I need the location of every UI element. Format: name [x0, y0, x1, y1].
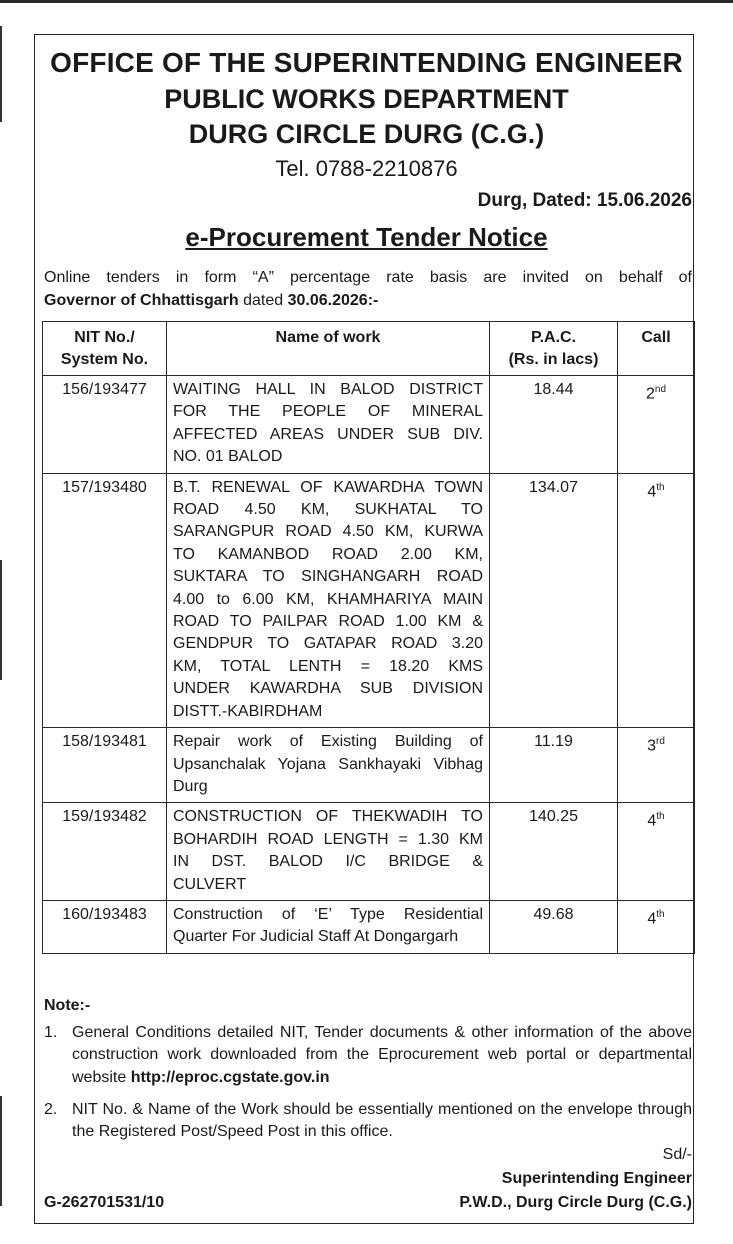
- work-name-line: UNDER KAWARDHA SUB DIVISION: [173, 680, 483, 698]
- work-name-line: ROAD 4.50 KM, SUKHATAL TO: [173, 501, 483, 519]
- work-name: [167, 803, 490, 901]
- work-name-line: KM, TOTAL LENTH = 18.20 KMS: [173, 657, 483, 675]
- office-title: OFFICE OF THE SUPERINTENDING ENGINEER: [50, 47, 683, 78]
- header-work: Name of work: [167, 322, 490, 376]
- call-suffix: th: [656, 481, 665, 493]
- call-suffix: th: [656, 908, 665, 920]
- call-value: [618, 473, 695, 727]
- call-suffix: rd: [656, 736, 665, 748]
- table-row: [43, 900, 695, 953]
- signature-designation: Superintending Engineer: [501, 1170, 692, 1187]
- reference-code: G-262701531/10: [44, 1194, 165, 1211]
- work-name-line: AFFECTED AREAS UNDER SUB DIV.: [173, 425, 483, 443]
- work-name-line: GENDPUR TO GATAPAR ROAD 3.20: [173, 635, 483, 653]
- call-value: [618, 803, 695, 901]
- work-name: [167, 473, 490, 727]
- work-name-line: BOHARDIH ROAD LENGTH = 1.30 KM: [173, 830, 483, 848]
- work-name-line: Upsanchalak Yojana Sankhayaki Vibhag: [173, 755, 483, 773]
- header-pac: P.A.C. (Rs. in lacs): [490, 322, 618, 376]
- note-number: 1.: [44, 1024, 58, 1041]
- call-number: 2: [645, 385, 655, 403]
- call-number: 4: [647, 812, 657, 830]
- call-number: 3: [647, 737, 656, 755]
- note-item: [44, 1099, 692, 1144]
- call-value: [618, 900, 695, 953]
- issue-date: Durg, Dated: 15.06.2026: [477, 190, 692, 211]
- nit-number: 159/193482: [43, 803, 167, 901]
- table-row: [43, 473, 695, 727]
- work-name-line: TO KAMANBOD ROAD 2.00 KM,: [173, 545, 483, 563]
- work-name-line: DISTT.-KABIRDHAM: [173, 702, 323, 720]
- notice-title: e-Procurement Tender Notice: [185, 222, 548, 252]
- intro-date: 30.06.2026:-: [287, 292, 379, 309]
- pac-value: 11.19: [490, 728, 618, 803]
- work-name-line: 4.00 to 6.00 KM, KHAMHARIYA MAIN: [173, 590, 483, 608]
- call-suffix: th: [656, 811, 665, 823]
- work-name-line: B.T. RENEWAL OF KAWARDHA TOWN: [173, 478, 483, 496]
- work-name-line: SUKTARA TO SINGHANGARH ROAD: [173, 568, 483, 586]
- table-row: [43, 728, 695, 803]
- header-nit: NIT No./ System No.: [43, 322, 167, 376]
- work-name: [167, 900, 490, 953]
- work-name: [167, 728, 490, 803]
- pac-value: 140.25: [490, 803, 618, 901]
- call-number: 4: [647, 482, 657, 500]
- call-number: 4: [647, 910, 657, 928]
- work-name-line: SARANGPUR ROAD 4.50 KM, KURWA: [173, 523, 483, 541]
- work-name-line: Durg: [173, 777, 208, 795]
- nit-number: 156/193477: [43, 376, 167, 474]
- nit-number: 157/193480: [43, 473, 167, 727]
- work-name-line: Quarter For Judicial Staff At Dongargarh: [173, 928, 459, 946]
- work-name-line: CONSTRUCTION OF THEKWADIH TO: [173, 808, 483, 826]
- work-name-line: WAITING HALL IN BALOD DISTRICT: [173, 381, 483, 398]
- work-name-line: Repair work of Existing Building of: [173, 733, 483, 751]
- pac-value: 49.68: [490, 900, 618, 953]
- call-value: [618, 728, 695, 803]
- work-name-line: IN DST. BALOD I/C BRIDGE &: [173, 853, 483, 871]
- work-name-line: CULVERT: [173, 875, 247, 893]
- intro-dated: dated: [238, 292, 288, 309]
- table-header-row: [43, 322, 695, 376]
- work-name-line: ROAD TO PAILPAR ROAD 1.00 KM &: [173, 613, 483, 631]
- note-text: NIT No. & Name of the Work should be essentially mentioned on the envelope through the Registered Post/Speed Post in this office.: [72, 1101, 692, 1141]
- nit-number: 160/193483: [43, 900, 167, 953]
- header-call: Call: [618, 322, 695, 376]
- department-title: PUBLIC WORKS DEPARTMENT: [164, 84, 569, 114]
- call-value: [618, 376, 695, 474]
- table-row: [43, 376, 695, 474]
- intro-governor: Governor of Chhattisgarh: [44, 292, 239, 309]
- note-label: Note:-: [44, 997, 91, 1014]
- left-edge-mark: [0, 560, 2, 680]
- signature-office: P.W.D., Durg Circle Durg (C.G.): [459, 1194, 692, 1211]
- intro-line-2: [44, 290, 378, 312]
- left-edge-mark: [0, 1096, 2, 1206]
- work-name-line: Construction of ‘E’ Type Residential: [173, 905, 483, 923]
- work-name-line: FOR THE PEOPLE OF MINERAL: [173, 403, 483, 421]
- intro-line-1: Online tenders in form “A” percentage rate basis are invited on behalf of: [44, 269, 692, 286]
- circle-title: DURG CIRCLE DURG (C.G.): [188, 119, 545, 149]
- note-text: General Conditions detailed NIT, Tender documents & other information of the above construction work downloaded from the Eprocurement web portal or departmental website http://eproc.cgstate.gov.in: [72, 1024, 692, 1086]
- tender-table: [42, 321, 695, 954]
- telephone: Tel. 0788-2210876: [275, 156, 458, 181]
- nit-number: 158/193481: [43, 728, 167, 803]
- table-row: [43, 803, 695, 901]
- eproc-link[interactable]: http://eproc.cgstate.gov.in: [130, 1068, 330, 1086]
- work-name: [167, 376, 490, 474]
- pac-value: 18.44: [490, 376, 618, 474]
- work-name-line: NO. 01 BALOD: [173, 448, 283, 466]
- signature-sd: Sd/-: [662, 1146, 692, 1163]
- note-item: [44, 1022, 692, 1089]
- note-number: 2.: [44, 1101, 58, 1118]
- top-border-rule: [0, 0, 733, 3]
- call-suffix: nd: [654, 384, 667, 395]
- pac-value: 134.07: [490, 473, 618, 727]
